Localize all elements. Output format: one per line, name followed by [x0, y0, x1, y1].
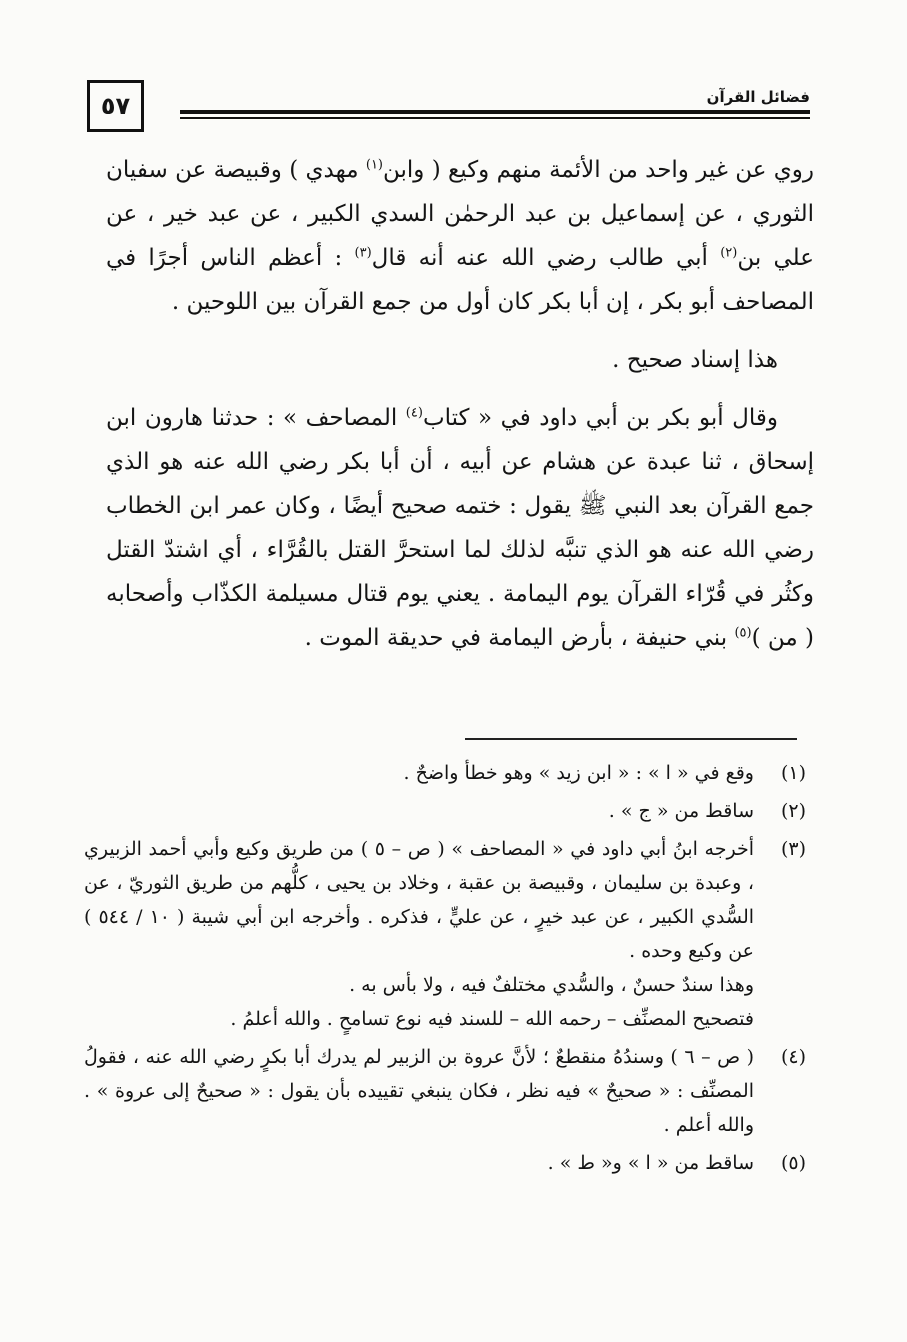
running-header — [180, 88, 810, 118]
footnote-text — [84, 794, 754, 828]
paragraph-3 — [106, 396, 814, 660]
footnotes — [84, 756, 806, 1184]
page-number: ٥٧ — [87, 80, 144, 132]
footnote-ref-4: (٤) — [405, 405, 423, 421]
footnote-line: وهذا سندٌ حسنٌ ، والسُّدي مختلفٌ فيه ، ولا بأس به . — [349, 974, 754, 996]
footnote-text — [84, 832, 754, 1036]
text-run: بني حنيفة ، بأرض اليمامة في حديقة الموت . — [304, 625, 735, 651]
footnote-number: (٤) — [780, 1046, 806, 1068]
text-run: المصاحف » : حدثنا هارون ابن إسحاق ، ثنا عبدة عن هشام عن أبيه ، أن أبا بكر رضي الله عنه هو الذي جمع القرآن بعد النبي ﷺ يقول : ختمه صحيح أيضًا ، وكان عمر ابن الخطاب رضي الله عنه هو الذي تنبَّه لذلك لما استحرَّ القتل بالقُرَّاء ، أي اشتدّ القتل وكثُر في قُرّاء القرآن يوم اليمامة . يعني يوم قتال مسيلمة الكذّاب وأصحابه ( من ) — [106, 405, 814, 651]
footnote-line: فتصحيح المصنِّف – رحمه الله – للسند فيه نوع تسامحٍ . والله أعلمُ . — [230, 1008, 754, 1030]
footnote-separator — [465, 738, 797, 740]
footnote-ref-5: (٥) — [734, 625, 752, 641]
footnote-number: (٥) — [780, 1152, 806, 1174]
text-run: وقال أبو بكر بن أبي داود في « كتاب — [422, 405, 779, 431]
footnote-line: ساقط من « ج » . — [608, 800, 754, 822]
header-rule-thick — [180, 110, 810, 114]
footnote-ref-1: (١) — [365, 157, 383, 173]
text-run: مهدي ) وقبيصة عن سفيان الثوري ، عن إسماعيل بن عبد الرحمٰن السدي الكبير ، عن عبد خير ، عن علي بن — [106, 157, 814, 271]
book-title: فضائل القرآن — [706, 88, 810, 106]
footnote-line: أخرجه ابنُ أبي داود في « المصاحف » ( ص – ٥ ) من طريق وكيع وأبي أحمد الزبيري ، وعبدة بن سليمان ، وقبيصة بن عقبة ، وخلاد بن يحيى ، كلُّهم من طريق الثوريّ ، عن السُّدي الكبير ، عن عبد خيرٍ ، عن عليٍّ ، فذكره . وأخرجه ابن أبي شيبة ( ١٠ / ٥٤٤ ) عن وكيع وحده . — [84, 838, 755, 962]
footnote-number: (٣) — [780, 838, 806, 860]
footnote-text — [84, 1040, 754, 1142]
footnote-number: (١) — [780, 762, 806, 784]
footnote-line: ساقط من « ا » و« ط » . — [547, 1152, 754, 1174]
main-text — [106, 148, 814, 674]
text-run: أبي طالب رضي الله عنه أنه قال — [371, 245, 721, 271]
footnote-3 — [84, 832, 806, 1036]
footnote-ref-2: (٢) — [720, 245, 738, 261]
paragraph-2: هذا إسناد صحيح . — [612, 347, 778, 373]
header-rule-thin — [180, 117, 810, 119]
footnote-text — [84, 1146, 754, 1180]
footnote-4 — [84, 1040, 806, 1142]
footnote-ref-3: (٣) — [354, 245, 372, 261]
text-run: روي عن غير واحد من الأئمة منهم وكيع ( وابن — [383, 157, 814, 183]
text-run: : أعظم الناس أجرًا في المصاحف أبو بكر ، إن أبا بكر كان أول من جمع القرآن بين اللوحين . — [106, 245, 814, 315]
footnote-2 — [84, 794, 806, 828]
footnote-number: (٢) — [780, 800, 806, 822]
footnote-text — [84, 756, 754, 790]
footnote-1 — [84, 756, 806, 790]
paragraph-1 — [106, 148, 814, 324]
footnote-5 — [84, 1146, 806, 1180]
footnote-line: وقع في « ا » : « ابن زيد » وهو خطأ واضحٌ . — [403, 762, 754, 784]
footnote-line: ( ص – ٦ ) وسندُهُ منقطعٌ ؛ لأنَّ عروة بن الزبير لم يدرك أبا بكرٍ رضي الله عنه ، فقولُ المصنِّف : « صحيحٌ » فيه نظر ، فكان ينبغي تقييده بأن يقول : « صحيحٌ إلى عروة » . والله أعلم . — [84, 1046, 754, 1136]
